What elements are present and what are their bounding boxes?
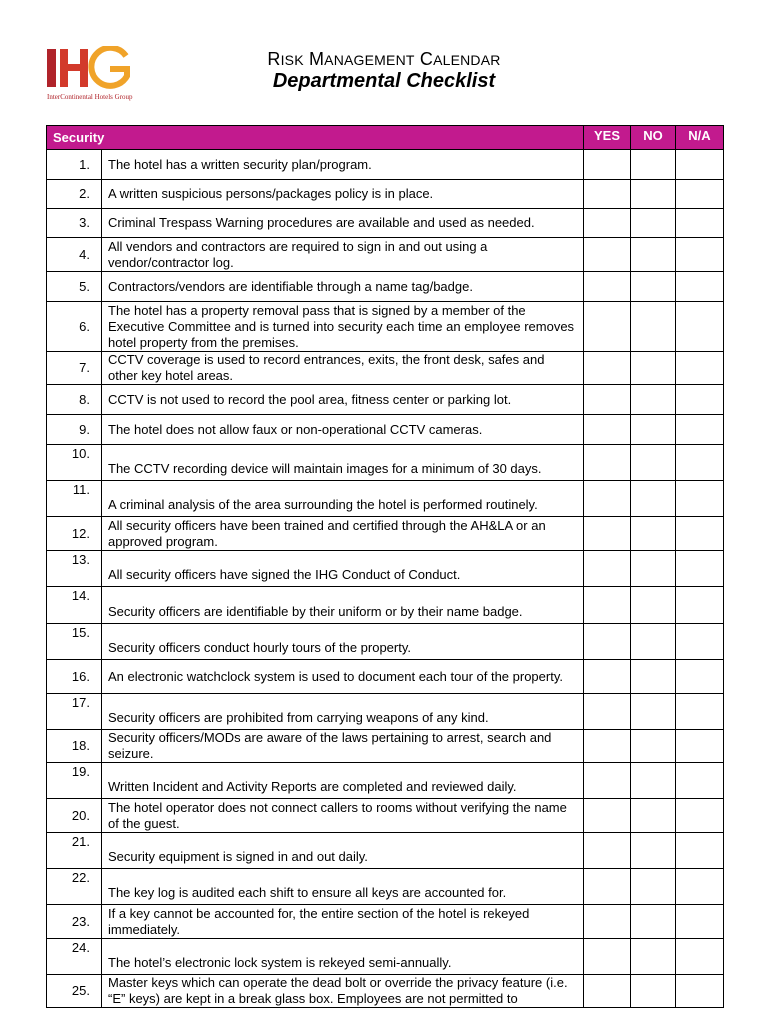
row-item-text: The CCTV recording device will maintain images for a minimum of 30 days.: [102, 445, 584, 481]
table-row: [47, 905, 724, 939]
column-header-yes: YES: [584, 126, 631, 150]
checklist-table: [46, 125, 724, 1008]
checkbox-cell-no[interactable]: [631, 180, 676, 209]
checkbox-cell-no[interactable]: [631, 975, 676, 1008]
checkbox-cell-no[interactable]: [631, 660, 676, 694]
checkbox-cell-yes[interactable]: [584, 517, 631, 551]
table-row: [47, 517, 724, 551]
checkbox-cell-yes[interactable]: [584, 551, 631, 587]
checkbox-cell-no[interactable]: [631, 150, 676, 180]
table-row: [47, 415, 724, 445]
checkbox-cell-no[interactable]: [631, 209, 676, 238]
row-number: 17.: [47, 694, 102, 730]
table-row: [47, 730, 724, 763]
checkbox-cell-na[interactable]: [676, 833, 724, 869]
checkbox-cell-no[interactable]: [631, 272, 676, 302]
checkbox-cell-no[interactable]: [631, 445, 676, 481]
table-row: [47, 660, 724, 694]
table-row: [47, 385, 724, 415]
checkbox-cell-yes[interactable]: [584, 833, 631, 869]
table-row: [47, 939, 724, 975]
table-row: [47, 833, 724, 869]
row-number: 6.: [47, 302, 102, 352]
row-number: 16.: [47, 660, 102, 694]
row-item-text: Master keys which can operate the dead bolt or override the privacy feature (i.e. “E” keys) are kept in a break glass box. Employees are not permitted to: [102, 975, 584, 1008]
row-number: 14.: [47, 587, 102, 624]
row-number: 2.: [47, 180, 102, 209]
checkbox-cell-no[interactable]: [631, 624, 676, 660]
checkbox-cell-na[interactable]: [676, 799, 724, 833]
checkbox-cell-no[interactable]: [631, 238, 676, 272]
row-item-text: Security equipment is signed in and out daily.: [102, 833, 584, 869]
row-item-text: All security officers have signed the IHG Conduct of Conduct.: [102, 551, 584, 587]
checkbox-cell-no[interactable]: [631, 869, 676, 905]
checkbox-cell-yes[interactable]: [584, 352, 631, 385]
checkbox-cell-na[interactable]: [676, 587, 724, 624]
row-item-text: The hotel operator does not connect callers to rooms without verifying the name of the guest.: [102, 799, 584, 833]
checkbox-cell-yes[interactable]: [584, 587, 631, 624]
row-item-text: The hotel’s electronic lock system is rekeyed semi-annually.: [102, 939, 584, 975]
checklist-body: [47, 150, 724, 1008]
row-number: 20.: [47, 799, 102, 833]
row-item-text: If a key cannot be accounted for, the entire section of the hotel is rekeyed immediately.: [102, 905, 584, 939]
logo-tagline: InterContinental Hotels Group: [47, 93, 133, 101]
table-header-row: [47, 126, 724, 150]
checkbox-cell-na[interactable]: [676, 352, 724, 385]
checkbox-cell-na[interactable]: [676, 694, 724, 730]
row-item-text: Criminal Trespass Warning procedures are available and used as needed.: [102, 209, 584, 238]
checkbox-cell-yes[interactable]: [584, 481, 631, 517]
table-row: [47, 352, 724, 385]
checkbox-cell-na[interactable]: [676, 624, 724, 660]
checkbox-cell-no[interactable]: [631, 551, 676, 587]
checkbox-cell-na[interactable]: [676, 939, 724, 975]
checkbox-cell-na[interactable]: [676, 150, 724, 180]
column-header-na: N/A: [676, 126, 724, 150]
table-row: [47, 694, 724, 730]
row-number: 13.: [47, 551, 102, 587]
row-number: 23.: [47, 905, 102, 939]
checkbox-cell-yes[interactable]: [584, 905, 631, 939]
checkbox-cell-na[interactable]: [676, 869, 724, 905]
row-number: 1.: [47, 150, 102, 180]
column-header-no: NO: [631, 126, 676, 150]
row-item-text: Security officers conduct hourly tours of the property.: [102, 624, 584, 660]
checkbox-cell-na[interactable]: [676, 763, 724, 799]
checkbox-cell-no[interactable]: [631, 481, 676, 517]
checkbox-cell-yes[interactable]: [584, 150, 631, 180]
row-item-text: The hotel has a property removal pass that is signed by a member of the Executive Committee and is turned into security each time an employee removes hotel property from the premises.: [102, 302, 584, 352]
checkbox-cell-yes[interactable]: [584, 385, 631, 415]
checkbox-cell-no[interactable]: [631, 799, 676, 833]
checkbox-cell-yes[interactable]: [584, 730, 631, 763]
checkbox-cell-na[interactable]: [676, 415, 724, 445]
checkbox-cell-yes[interactable]: [584, 302, 631, 352]
checkbox-cell-no[interactable]: [631, 730, 676, 763]
checkbox-cell-na[interactable]: [676, 730, 724, 763]
table-row: [47, 150, 724, 180]
checkbox-cell-na[interactable]: [676, 272, 724, 302]
checkbox-cell-yes[interactable]: [584, 694, 631, 730]
checkbox-cell-yes[interactable]: [584, 238, 631, 272]
row-item-text: A written suspicious persons/packages policy is in place.: [102, 180, 584, 209]
row-number: 15.: [47, 624, 102, 660]
checkbox-cell-na[interactable]: [676, 517, 724, 551]
checkbox-cell-yes[interactable]: [584, 975, 631, 1008]
checkbox-cell-no[interactable]: [631, 694, 676, 730]
checkbox-cell-yes[interactable]: [584, 799, 631, 833]
checkbox-cell-na[interactable]: [676, 180, 724, 209]
checkbox-cell-yes[interactable]: [584, 660, 631, 694]
row-number: 5.: [47, 272, 102, 302]
checkbox-cell-na[interactable]: [676, 445, 724, 481]
checkbox-cell-yes[interactable]: [584, 180, 631, 209]
row-number: 7.: [47, 352, 102, 385]
checkbox-cell-yes[interactable]: [584, 869, 631, 905]
checkbox-cell-na[interactable]: [676, 238, 724, 272]
checkbox-cell-no[interactable]: [631, 763, 676, 799]
row-number: 24.: [47, 939, 102, 975]
row-number: 19.: [47, 763, 102, 799]
row-number: 11.: [47, 481, 102, 517]
table-row: [47, 238, 724, 272]
row-item-text: The hotel has a written security plan/program.: [102, 150, 584, 180]
checkbox-cell-no[interactable]: [631, 939, 676, 975]
checkbox-cell-na[interactable]: [676, 660, 724, 694]
checkbox-cell-yes[interactable]: [584, 415, 631, 445]
row-number: 21.: [47, 833, 102, 869]
checkbox-cell-no[interactable]: [631, 302, 676, 352]
row-number: 22.: [47, 869, 102, 905]
table-row: [47, 975, 724, 1008]
table-row: [47, 763, 724, 799]
row-number: 9.: [47, 415, 102, 445]
table-row: [47, 869, 724, 905]
page-title: RISK MANAGEMENT CALENDAR: [267, 49, 501, 69]
checkbox-cell-na[interactable]: [676, 209, 724, 238]
checkbox-cell-yes[interactable]: [584, 445, 631, 481]
checkbox-cell-na[interactable]: [676, 385, 724, 415]
checkbox-cell-no[interactable]: [631, 517, 676, 551]
checkbox-cell-no[interactable]: [631, 385, 676, 415]
row-number: 4.: [47, 238, 102, 272]
checkbox-cell-no[interactable]: [631, 415, 676, 445]
checkbox-cell-yes[interactable]: [584, 763, 631, 799]
checkbox-cell-no[interactable]: [631, 352, 676, 385]
row-item-text: CCTV is not used to record the pool area, fitness center or parking lot.: [102, 385, 584, 415]
checkbox-cell-yes[interactable]: [584, 272, 631, 302]
row-number: 25.: [47, 975, 102, 1008]
row-item-text: The hotel does not allow faux or non-operational CCTV cameras.: [102, 415, 584, 445]
page-subtitle: Departmental Checklist: [272, 70, 496, 92]
table-row: [47, 445, 724, 481]
table-row: [47, 624, 724, 660]
checkbox-cell-no[interactable]: [631, 587, 676, 624]
row-item-text: The key log is audited each shift to ensure all keys are accounted for.: [102, 869, 584, 905]
row-item-text: Written Incident and Activity Reports are completed and reviewed daily.: [102, 763, 584, 799]
row-item-text: Contractors/vendors are identifiable through a name tag/badge.: [102, 272, 584, 302]
table-row: [47, 551, 724, 587]
checkbox-cell-no[interactable]: [631, 833, 676, 869]
row-item-text: CCTV coverage is used to record entrances, exits, the front desk, safes and other key hotel areas.: [102, 352, 584, 385]
row-item-text: Security officers are identifiable by their uniform or by their name badge.: [102, 587, 584, 624]
table-row: [47, 302, 724, 352]
checkbox-cell-yes[interactable]: [584, 209, 631, 238]
row-item-text: Security officers/MODs are aware of the laws pertaining to arrest, search and seizure.: [102, 730, 584, 763]
table-row: [47, 587, 724, 624]
table-row: [47, 799, 724, 833]
table-row: [47, 272, 724, 302]
row-number: 3.: [47, 209, 102, 238]
checkbox-cell-na[interactable]: [676, 551, 724, 587]
row-item-text: A criminal analysis of the area surrounding the hotel is performed routinely.: [102, 481, 584, 517]
checkbox-cell-no[interactable]: [631, 905, 676, 939]
row-number: 8.: [47, 385, 102, 415]
checkbox-cell-na[interactable]: [676, 481, 724, 517]
row-number: 10.: [47, 445, 102, 481]
row-item-text: Security officers are prohibited from carrying weapons of any kind.: [102, 694, 584, 730]
section-title: Security: [47, 126, 584, 150]
row-item-text: All security officers have been trained and certified through the AH&LA or an approved program.: [102, 517, 584, 551]
table-row: [47, 209, 724, 238]
checkbox-cell-na[interactable]: [676, 975, 724, 1008]
row-item-text: An electronic watchclock system is used to document each tour of the property.: [102, 660, 584, 694]
table-row: [47, 481, 724, 517]
checkbox-cell-na[interactable]: [676, 302, 724, 352]
checkbox-cell-yes[interactable]: [584, 939, 631, 975]
checkbox-cell-na[interactable]: [676, 905, 724, 939]
row-number: 18.: [47, 730, 102, 763]
row-number: 12.: [47, 517, 102, 551]
table-row: [47, 180, 724, 209]
row-item-text: All vendors and contractors are required to sign in and out using a vendor/contractor log.: [102, 238, 584, 272]
checkbox-cell-yes[interactable]: [584, 624, 631, 660]
